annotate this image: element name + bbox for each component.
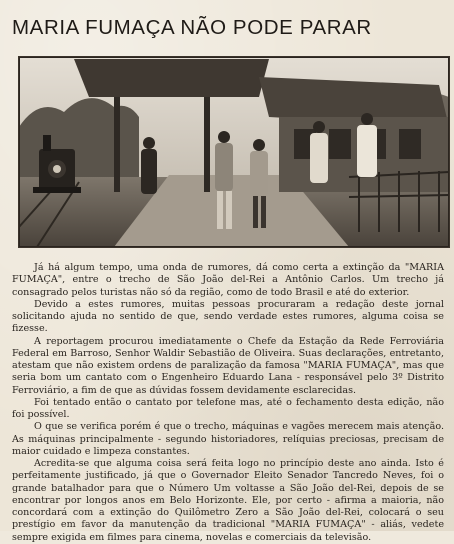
train-station-photo (18, 56, 450, 248)
paragraph-2: Devido a estes rumores, muitas pessoas procuraram a redação deste jornal solicitando ajuda no sentido de que, sendo verdade estes rumores, alguma coisa se fizesse. (12, 298, 444, 335)
paragraph-3: A reportagem procurou imediatamente o Chefe da Estação da Rede Ferroviária Federal em Barroso, Senhor Waldir Sebastião de Oliveira. Suas declarações, entretanto, atestam que não existem ordens de paralização da famosa "MARIA FUMAÇA", mas que seria bom um cantato com o Engenheiro Eduardo Lana - responsável pelo 3º Distrito Ferroviário, a fim de que as dúvidas fossem devidamente esclarecidas. (12, 335, 444, 396)
paragraph-4: Foi tentado então o cantato por telefone mas, até o fechamento desta edição, não foi possível. (12, 396, 444, 420)
paragraph-1: Já há algum tempo, uma onda de rumores, dá como certa a extinção da "MARIA FUMAÇA", entre o trecho de São João del-Rei a Antônio Carlos. Um trecho já consagrado pelos turistas não só da região, como de todo Brasil e até do exterior. (12, 262, 444, 298)
paragraph-6: Acredita-se que alguma coisa será feita logo no princípio deste ano ainda. Isto é perfeitamente justificado, já que o Governador Eleito Senador Tancredo Neves, foi o grande batalhador para que o Número Um voltasse a São João del-Rei, depois de se encontrar por longos anos em Belo Horizonte. Ele, por certo - afirma a maioria, não concordará com a extinção do Quilômetro Zero a São João del-Rei, colocará o seu prestígio em favor da manutenção da tradicional "MARIA FUMAÇA" - aliás, vedete sempre exigida em filmes para cinema, novelas e comerciais da televisão. (12, 458, 444, 543)
paragraph-5: O que se verifica porém é que o trecho, máquinas e vagões merecem mais atenção. As máquinas principalmente - segundo historiadores, relíquias preciosas, precisam de maior cuidado e limpeza constantes. (12, 421, 444, 457)
article-body (12, 262, 444, 544)
headline: MARIA FUMAÇA NÃO PODE PARAR (12, 16, 372, 39)
